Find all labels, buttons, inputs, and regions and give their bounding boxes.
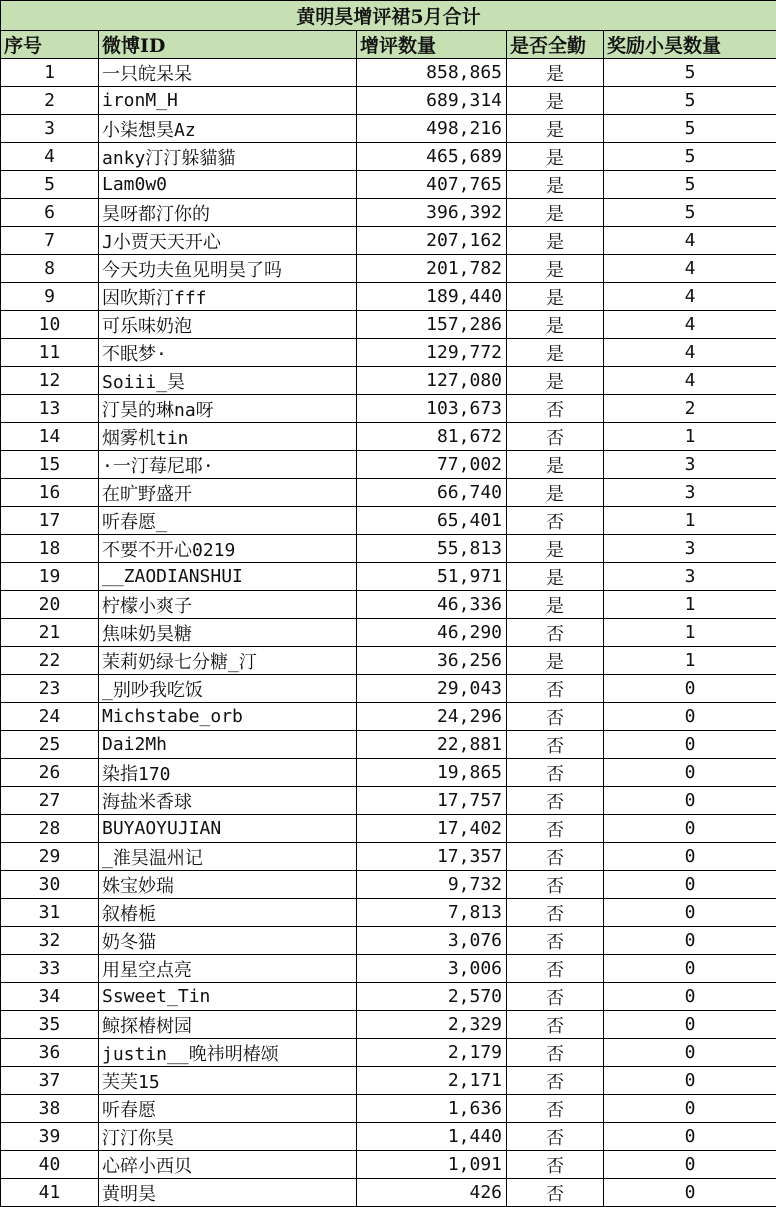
cell-index[interactable]: 18 xyxy=(1,535,99,563)
cell-reward-count[interactable]: 5 xyxy=(604,143,776,171)
cell-full-attendance[interactable]: 是 xyxy=(507,535,604,563)
cell-index[interactable]: 41 xyxy=(1,1179,99,1207)
cell-weibo-id[interactable]: 听春愿 xyxy=(99,1095,357,1123)
cell-reward-count[interactable]: 0 xyxy=(604,703,776,731)
cell-weibo-id[interactable]: 汀汀你昊 xyxy=(99,1123,357,1151)
cell-full-attendance[interactable]: 否 xyxy=(507,1123,604,1151)
cell-index[interactable]: 19 xyxy=(1,563,99,591)
cell-reward-count[interactable]: 5 xyxy=(604,59,776,87)
cell-reward-count[interactable]: 0 xyxy=(604,983,776,1011)
cell-index[interactable]: 38 xyxy=(1,1095,99,1123)
cell-comment-count[interactable]: 207,162 xyxy=(357,227,507,255)
table-row xyxy=(1,367,776,395)
cell-reward-count[interactable]: 5 xyxy=(604,87,776,115)
cell-index[interactable]: 21 xyxy=(1,619,99,647)
table-row xyxy=(1,1067,776,1095)
cell-weibo-id[interactable]: 今天功夫鱼见明昊了吗 xyxy=(99,255,357,283)
cell-reward-count[interactable]: 0 xyxy=(604,955,776,983)
cell-comment-count[interactable]: 407,765 xyxy=(357,171,507,199)
cell-full-attendance[interactable]: 否 xyxy=(507,871,604,899)
cell-full-attendance[interactable]: 是 xyxy=(507,255,604,283)
table-row xyxy=(1,787,776,815)
cell-full-attendance[interactable]: 否 xyxy=(507,619,604,647)
cell-weibo-id[interactable]: 一只皖呆呆 xyxy=(99,59,357,87)
header-cell-full-attendance[interactable]: 是否全勤 xyxy=(507,31,604,59)
cell-index[interactable]: 12 xyxy=(1,367,99,395)
title-row xyxy=(1,1,776,31)
cell-weibo-id[interactable]: 鲸探椿树园 xyxy=(99,1011,357,1039)
cell-reward-count[interactable]: 0 xyxy=(604,843,776,871)
cell-weibo-id[interactable]: Dai2Mh xyxy=(99,731,357,759)
cell-reward-count[interactable]: 0 xyxy=(604,1067,776,1095)
cell-comment-count[interactable]: 36,256 xyxy=(357,647,507,675)
table-row xyxy=(1,983,776,1011)
cell-weibo-id[interactable]: 叙椿栀 xyxy=(99,899,357,927)
cell-reward-count[interactable]: 0 xyxy=(604,871,776,899)
cell-weibo-id[interactable]: J小贾天天开心 xyxy=(99,227,357,255)
cell-weibo-id[interactable]: 海盐米香球 xyxy=(99,787,357,815)
cell-index[interactable]: 3 xyxy=(1,115,99,143)
cell-full-attendance[interactable]: 否 xyxy=(507,759,604,787)
cell-full-attendance[interactable]: 是 xyxy=(507,479,604,507)
cell-weibo-id[interactable]: 汀昊的琳na呀 xyxy=(99,395,357,423)
table-row xyxy=(1,871,776,899)
cell-full-attendance[interactable]: 否 xyxy=(507,1179,604,1207)
cell-comment-count[interactable]: 29,043 xyxy=(357,675,507,703)
cell-reward-count[interactable]: 0 xyxy=(604,815,776,843)
cell-reward-count[interactable]: 3 xyxy=(604,479,776,507)
cell-comment-count[interactable]: 1,440 xyxy=(357,1123,507,1151)
cell-weibo-id[interactable]: 小柒想昊Az xyxy=(99,115,357,143)
cell-reward-count[interactable]: 4 xyxy=(604,227,776,255)
table-row xyxy=(1,843,776,871)
cell-index[interactable]: 16 xyxy=(1,479,99,507)
cell-index[interactable]: 37 xyxy=(1,1067,99,1095)
cell-weibo-id[interactable]: Soiii_昊 xyxy=(99,367,357,395)
cell-index[interactable]: 2 xyxy=(1,87,99,115)
header-cell-weibo-id[interactable]: 微博ID xyxy=(99,31,357,59)
table-row xyxy=(1,1039,776,1067)
cell-reward-count[interactable]: 0 xyxy=(604,899,776,927)
cell-weibo-id[interactable]: justin__晚祎明椿颂 xyxy=(99,1039,357,1067)
cell-weibo-id[interactable]: _淮昊温州记 xyxy=(99,843,357,871)
cell-reward-count[interactable]: 1 xyxy=(604,591,776,619)
cell-index[interactable]: 26 xyxy=(1,759,99,787)
cell-full-attendance[interactable]: 是 xyxy=(507,115,604,143)
cell-full-attendance[interactable]: 否 xyxy=(507,843,604,871)
cell-reward-count[interactable]: 5 xyxy=(604,115,776,143)
cell-full-attendance[interactable]: 否 xyxy=(507,815,604,843)
table-row xyxy=(1,731,776,759)
cell-full-attendance[interactable]: 否 xyxy=(507,395,604,423)
cell-full-attendance[interactable]: 否 xyxy=(507,1095,604,1123)
cell-comment-count[interactable]: 24,296 xyxy=(357,703,507,731)
cell-full-attendance[interactable]: 是 xyxy=(507,451,604,479)
cell-comment-count[interactable]: 17,402 xyxy=(357,815,507,843)
cell-weibo-id[interactable]: 柠檬小爽子 xyxy=(99,591,357,619)
cell-index[interactable]: 35 xyxy=(1,1011,99,1039)
cell-reward-count[interactable]: 1 xyxy=(604,423,776,451)
cell-comment-count[interactable]: 3,076 xyxy=(357,927,507,955)
cell-full-attendance[interactable]: 否 xyxy=(507,899,604,927)
cell-full-attendance[interactable]: 是 xyxy=(507,311,604,339)
cell-index[interactable]: 15 xyxy=(1,451,99,479)
cell-full-attendance[interactable]: 是 xyxy=(507,143,604,171)
cell-comment-count[interactable]: 2,179 xyxy=(357,1039,507,1067)
cell-full-attendance[interactable]: 是 xyxy=(507,647,604,675)
cell-reward-count[interactable]: 1 xyxy=(604,647,776,675)
cell-index[interactable]: 4 xyxy=(1,143,99,171)
cell-index[interactable]: 14 xyxy=(1,423,99,451)
table-row xyxy=(1,703,776,731)
cell-full-attendance[interactable]: 否 xyxy=(507,1151,604,1179)
cell-comment-count[interactable]: 51,971 xyxy=(357,563,507,591)
cell-comment-count[interactable]: 9,732 xyxy=(357,871,507,899)
cell-full-attendance[interactable]: 是 xyxy=(507,367,604,395)
header-cell-comment-count[interactable]: 增评数量 xyxy=(357,31,507,59)
cell-full-attendance[interactable]: 否 xyxy=(507,955,604,983)
cell-index[interactable]: 39 xyxy=(1,1123,99,1151)
table-row xyxy=(1,59,776,87)
cell-weibo-id[interactable]: 昊呀都汀你的 xyxy=(99,199,357,227)
table-row xyxy=(1,1095,776,1123)
cell-reward-count[interactable]: 2 xyxy=(604,395,776,423)
cell-comment-count[interactable]: 55,813 xyxy=(357,535,507,563)
table-row xyxy=(1,619,776,647)
cell-index[interactable]: 23 xyxy=(1,675,99,703)
cell-reward-count[interactable]: 1 xyxy=(604,619,776,647)
cell-weibo-id[interactable]: Ssweet_Tin xyxy=(99,983,357,1011)
cell-comment-count[interactable]: 129,772 xyxy=(357,339,507,367)
table-row xyxy=(1,507,776,535)
cell-weibo-id[interactable]: 芙芙15 xyxy=(99,1067,357,1095)
cell-reward-count[interactable]: 3 xyxy=(604,451,776,479)
sheet-title[interactable]: 黄明昊增评裙5月合计 xyxy=(1,1,776,31)
cell-full-attendance[interactable]: 否 xyxy=(507,1067,604,1095)
table-row xyxy=(1,1123,776,1151)
cell-full-attendance[interactable]: 否 xyxy=(507,703,604,731)
cell-reward-count[interactable]: 3 xyxy=(604,535,776,563)
cell-reward-count[interactable]: 0 xyxy=(604,1151,776,1179)
cell-index[interactable]: 17 xyxy=(1,507,99,535)
cell-index[interactable]: 29 xyxy=(1,843,99,871)
cell-index[interactable]: 34 xyxy=(1,983,99,1011)
cell-index[interactable]: 1 xyxy=(1,59,99,87)
table-row xyxy=(1,647,776,675)
cell-weibo-id[interactable]: anky汀汀躲貓貓 xyxy=(99,143,357,171)
cell-reward-count[interactable]: 0 xyxy=(604,1179,776,1207)
cell-full-attendance[interactable]: 是 xyxy=(507,59,604,87)
table-row xyxy=(1,115,776,143)
table-row xyxy=(1,339,776,367)
cell-reward-count[interactable]: 0 xyxy=(604,1123,776,1151)
cell-comment-count[interactable]: 1,091 xyxy=(357,1151,507,1179)
cell-weibo-id[interactable]: 听春愿_ xyxy=(99,507,357,535)
table-row xyxy=(1,1011,776,1039)
cell-index[interactable]: 6 xyxy=(1,199,99,227)
cell-index[interactable]: 22 xyxy=(1,647,99,675)
cell-comment-count[interactable]: 81,672 xyxy=(357,423,507,451)
cell-index[interactable]: 5 xyxy=(1,171,99,199)
cell-reward-count[interactable]: 0 xyxy=(604,759,776,787)
table-row xyxy=(1,675,776,703)
table-row xyxy=(1,591,776,619)
cell-weibo-id[interactable]: 奶冬猫 xyxy=(99,927,357,955)
cell-comment-count[interactable]: 465,689 xyxy=(357,143,507,171)
cell-full-attendance[interactable]: 否 xyxy=(507,507,604,535)
cell-comment-count[interactable]: 2,570 xyxy=(357,983,507,1011)
cell-comment-count[interactable]: 77,002 xyxy=(357,451,507,479)
table-row xyxy=(1,423,776,451)
cell-full-attendance[interactable]: 否 xyxy=(507,983,604,1011)
cell-weibo-id[interactable]: 姝宝妙瑞 xyxy=(99,871,357,899)
cell-index[interactable]: 28 xyxy=(1,815,99,843)
table-row xyxy=(1,311,776,339)
cell-comment-count[interactable]: 3,006 xyxy=(357,955,507,983)
cell-reward-count[interactable]: 0 xyxy=(604,1095,776,1123)
table-row xyxy=(1,759,776,787)
table-row xyxy=(1,227,776,255)
table-body xyxy=(1,59,776,1207)
cell-comment-count[interactable]: 858,865 xyxy=(357,59,507,87)
cell-comment-count[interactable]: 17,357 xyxy=(357,843,507,871)
cell-full-attendance[interactable]: 是 xyxy=(507,171,604,199)
cell-index[interactable]: 20 xyxy=(1,591,99,619)
cell-reward-count[interactable]: 4 xyxy=(604,283,776,311)
cell-weibo-id[interactable]: 心碎小西贝 xyxy=(99,1151,357,1179)
table-row xyxy=(1,535,776,563)
cell-weibo-id[interactable]: 烟雾机tin xyxy=(99,423,357,451)
table-row xyxy=(1,815,776,843)
cell-weibo-id[interactable]: 茉莉奶绿七分糖_汀 xyxy=(99,647,357,675)
cell-full-attendance[interactable]: 是 xyxy=(507,283,604,311)
cell-index[interactable]: 13 xyxy=(1,395,99,423)
cell-full-attendance[interactable]: 是 xyxy=(507,227,604,255)
cell-reward-count[interactable]: 0 xyxy=(604,1039,776,1067)
cell-full-attendance[interactable]: 否 xyxy=(507,423,604,451)
table-row xyxy=(1,199,776,227)
cell-reward-count[interactable]: 0 xyxy=(604,787,776,815)
table-row xyxy=(1,395,776,423)
cell-index[interactable]: 36 xyxy=(1,1039,99,1067)
cell-comment-count[interactable]: 19,865 xyxy=(357,759,507,787)
cell-reward-count[interactable]: 4 xyxy=(604,311,776,339)
cell-index[interactable]: 11 xyxy=(1,339,99,367)
cell-comment-count[interactable]: 2,329 xyxy=(357,1011,507,1039)
cell-weibo-id[interactable]: BUYAOYUJIAN xyxy=(99,815,357,843)
cell-weibo-id[interactable]: 在旷野盛开 xyxy=(99,479,357,507)
cell-comment-count[interactable]: 17,757 xyxy=(357,787,507,815)
cell-full-attendance[interactable]: 否 xyxy=(507,927,604,955)
cell-weibo-id[interactable]: Michstabe_orb xyxy=(99,703,357,731)
cell-full-attendance[interactable]: 否 xyxy=(507,1011,604,1039)
table-row xyxy=(1,563,776,591)
cell-weibo-id[interactable]: 不眠梦· xyxy=(99,339,357,367)
cell-comment-count[interactable]: 157,286 xyxy=(357,311,507,339)
cell-full-attendance[interactable]: 是 xyxy=(507,591,604,619)
cell-reward-count[interactable]: 3 xyxy=(604,563,776,591)
cell-comment-count[interactable]: 46,336 xyxy=(357,591,507,619)
cell-full-attendance[interactable]: 否 xyxy=(507,731,604,759)
table-row xyxy=(1,143,776,171)
cell-weibo-id[interactable]: 焦味奶昊糖 xyxy=(99,619,357,647)
cell-comment-count[interactable]: 2,171 xyxy=(357,1067,507,1095)
cell-comment-count[interactable]: 426 xyxy=(357,1179,507,1207)
cell-weibo-id[interactable]: 用星空点亮 xyxy=(99,955,357,983)
table-row xyxy=(1,283,776,311)
cell-weibo-id[interactable]: Lam0w0 xyxy=(99,171,357,199)
cell-full-attendance[interactable]: 否 xyxy=(507,675,604,703)
header-cell-index[interactable]: 序号 xyxy=(1,31,99,59)
cell-comment-count[interactable]: 66,740 xyxy=(357,479,507,507)
cell-comment-count[interactable]: 189,440 xyxy=(357,283,507,311)
cell-index[interactable]: 9 xyxy=(1,283,99,311)
cell-index[interactable]: 8 xyxy=(1,255,99,283)
cell-reward-count[interactable]: 0 xyxy=(604,927,776,955)
cell-index[interactable]: 40 xyxy=(1,1151,99,1179)
cell-reward-count[interactable]: 0 xyxy=(604,1011,776,1039)
cell-weibo-id[interactable]: 不要不开心0219 xyxy=(99,535,357,563)
cell-comment-count[interactable]: 689,314 xyxy=(357,87,507,115)
cell-index[interactable]: 32 xyxy=(1,927,99,955)
cell-index[interactable]: 24 xyxy=(1,703,99,731)
cell-index[interactable]: 27 xyxy=(1,787,99,815)
cell-comment-count[interactable]: 127,080 xyxy=(357,367,507,395)
cell-index[interactable]: 30 xyxy=(1,871,99,899)
cell-comment-count[interactable]: 22,881 xyxy=(357,731,507,759)
table-row xyxy=(1,255,776,283)
cell-weibo-id[interactable]: _别吵我吃饭 xyxy=(99,675,357,703)
cell-full-attendance[interactable]: 否 xyxy=(507,787,604,815)
cell-comment-count[interactable]: 201,782 xyxy=(357,255,507,283)
cell-weibo-id[interactable]: 染指170 xyxy=(99,759,357,787)
table-row xyxy=(1,955,776,983)
cell-reward-count[interactable]: 4 xyxy=(604,339,776,367)
table-row xyxy=(1,1151,776,1179)
table-row xyxy=(1,451,776,479)
cell-full-attendance[interactable]: 是 xyxy=(507,87,604,115)
cell-full-attendance[interactable]: 是 xyxy=(507,199,604,227)
cell-full-attendance[interactable]: 是 xyxy=(507,563,604,591)
cell-comment-count[interactable]: 65,401 xyxy=(357,507,507,535)
table-row xyxy=(1,899,776,927)
cell-reward-count[interactable]: 4 xyxy=(604,255,776,283)
table-row xyxy=(1,479,776,507)
cell-reward-count[interactable]: 4 xyxy=(604,367,776,395)
cell-comment-count[interactable]: 396,392 xyxy=(357,199,507,227)
cell-reward-count[interactable]: 1 xyxy=(604,507,776,535)
cell-comment-count[interactable]: 498,216 xyxy=(357,115,507,143)
cell-index[interactable]: 25 xyxy=(1,731,99,759)
table-row xyxy=(1,87,776,115)
table-row xyxy=(1,927,776,955)
cell-reward-count[interactable]: 0 xyxy=(604,731,776,759)
cell-index[interactable]: 10 xyxy=(1,311,99,339)
cell-comment-count[interactable]: 103,673 xyxy=(357,395,507,423)
cell-index[interactable]: 31 xyxy=(1,899,99,927)
table-row xyxy=(1,171,776,199)
cell-weibo-id[interactable]: 因吹斯汀fff xyxy=(99,283,357,311)
cell-weibo-id[interactable]: ironM_H xyxy=(99,87,357,115)
cell-index[interactable]: 33 xyxy=(1,955,99,983)
cell-weibo-id[interactable]: 可乐味奶泡 xyxy=(99,311,357,339)
cell-comment-count[interactable]: 7,813 xyxy=(357,899,507,927)
cell-full-attendance[interactable]: 否 xyxy=(507,1039,604,1067)
cell-index[interactable]: 7 xyxy=(1,227,99,255)
header-cell-reward-count[interactable]: 奖励小昊数量 xyxy=(604,31,776,59)
cell-weibo-id[interactable]: 黄明昊 xyxy=(99,1179,357,1207)
cell-reward-count[interactable]: 5 xyxy=(604,171,776,199)
cell-comment-count[interactable]: 46,290 xyxy=(357,619,507,647)
cell-comment-count[interactable]: 1,636 xyxy=(357,1095,507,1123)
cell-weibo-id[interactable]: __ZAODIANSHUI xyxy=(99,563,357,591)
cell-reward-count[interactable]: 5 xyxy=(604,199,776,227)
cell-reward-count[interactable]: 0 xyxy=(604,675,776,703)
header-row xyxy=(1,31,776,59)
cell-full-attendance[interactable]: 是 xyxy=(507,339,604,367)
cell-weibo-id[interactable]: ·一汀莓尼耶· xyxy=(99,451,357,479)
